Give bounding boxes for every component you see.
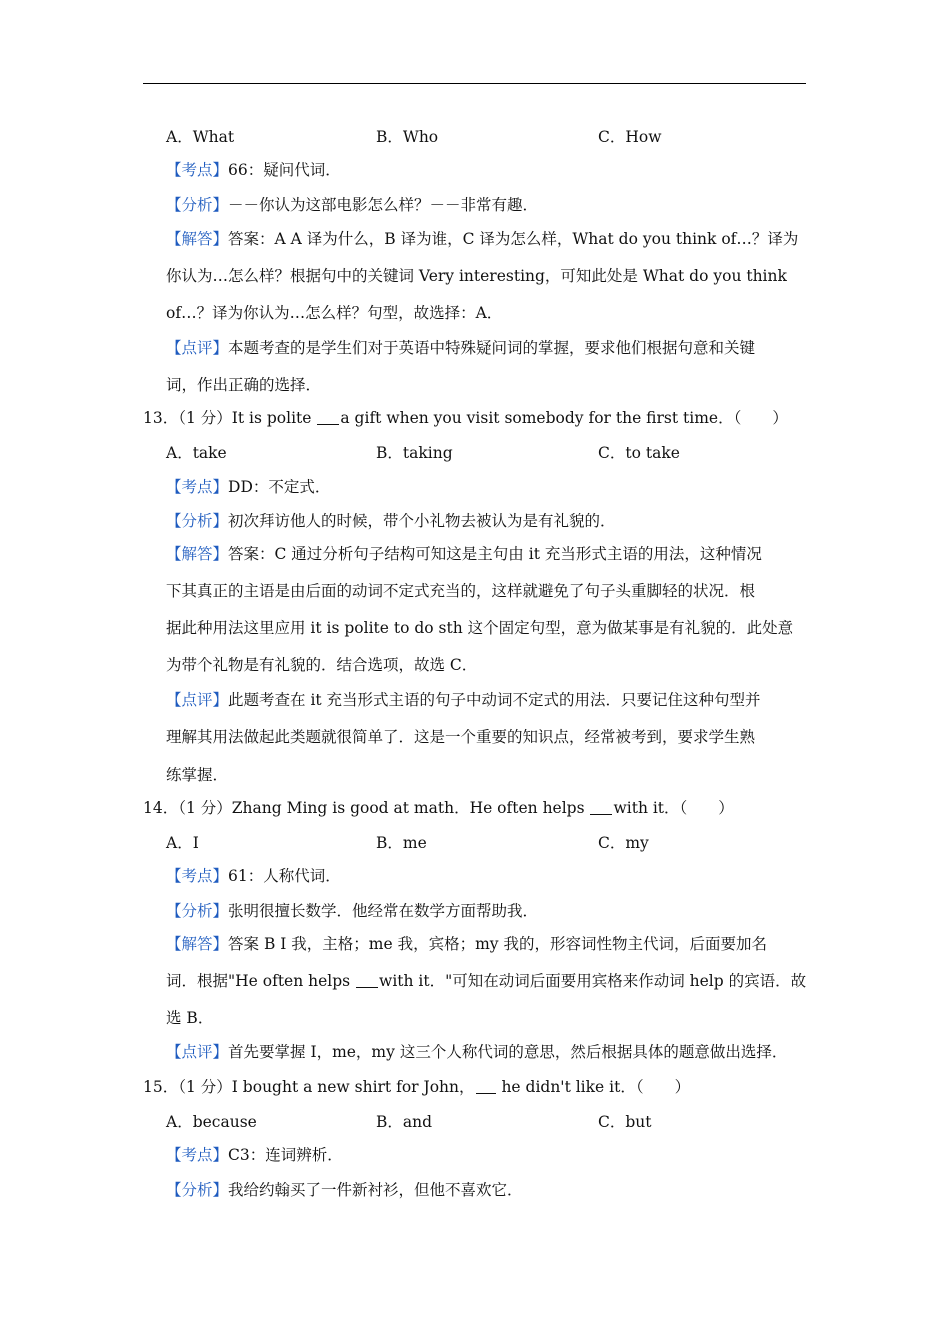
q14-option-b: B．me bbox=[376, 834, 427, 852]
q14-jieda-line3: 选 B． bbox=[166, 1009, 214, 1027]
q12-dianping-line1: 本题考查的是学生们对于英语中特殊疑问词的掌握，要求他们根据句意和关键 bbox=[228, 339, 756, 357]
q14-stem-end: with it．（ ） bbox=[613, 799, 734, 817]
q15-blank bbox=[476, 1079, 496, 1094]
q12-option-b: B．Who bbox=[376, 128, 439, 146]
q13-fenxi bbox=[166, 511, 616, 531]
q13-fenxi-text: 初次拜访他人的时候，带个小礼物去被认为是有礼貌的． bbox=[228, 512, 616, 530]
q13-option-a: A．take bbox=[166, 444, 227, 462]
fenxi-label: 【分析】 bbox=[166, 1181, 229, 1199]
q13-blank bbox=[317, 410, 339, 425]
q14-jieda-blank bbox=[356, 973, 378, 988]
q14-fenxi-text: 张明很擅长数学．他经常在数学方面帮助我． bbox=[228, 902, 539, 920]
q13-kaodian bbox=[166, 477, 330, 497]
dianping-label: 【点评】 bbox=[166, 339, 229, 357]
q13-jieda-line1: 答案：C 通过分析句子结构可知这是主句由 it 充当形式主语的用法，这种情况 bbox=[228, 545, 762, 563]
q14-option-a: A．I bbox=[166, 834, 199, 852]
q14-fenxi bbox=[166, 901, 538, 921]
q12-jieda-line3: of…？译为你认为…怎么样？句型，故选择：A． bbox=[166, 304, 503, 322]
jieda-label: 【解答】 bbox=[166, 545, 229, 563]
header-rule bbox=[143, 83, 806, 84]
q15-kaodian-text: C3：连词辨析． bbox=[228, 1146, 343, 1164]
jieda-label: 【解答】 bbox=[166, 230, 229, 248]
q15-stem-end: he didn't like it．（ ） bbox=[496, 1078, 691, 1096]
q13-jieda bbox=[166, 544, 762, 564]
q13-jieda-line2: 下其真正的主语是由后面的动词不定式充当的，这样就避免了句子头重脚轻的状况．根 bbox=[166, 582, 756, 600]
q12-dianping-line2: 词，作出正确的选择． bbox=[166, 376, 322, 394]
q15-fenxi bbox=[166, 1180, 523, 1200]
q14-blank bbox=[590, 800, 612, 815]
kaodian-label: 【考点】 bbox=[166, 1146, 229, 1164]
q13-stem-start: 13．（1 分）It is polite bbox=[143, 409, 317, 427]
q14-option-c: C．my bbox=[598, 834, 649, 852]
q15-kaodian bbox=[166, 1145, 343, 1165]
q12-kaodian bbox=[166, 160, 341, 180]
q14-dianping bbox=[166, 1042, 787, 1062]
q14-kaodian-text: 61：人称代词． bbox=[228, 867, 341, 885]
kaodian-label: 【考点】 bbox=[166, 478, 229, 496]
q14-jieda-line1: 答案 B I 我，主格；me 我，宾格；my 我的，形容词性物主代词，后面要加名 bbox=[228, 935, 767, 953]
dianping-label: 【点评】 bbox=[166, 691, 229, 709]
q14-dianping-text: 首先要掌握 I，me，my 这三个人称代词的意思，然后根据具体的题意做出选择． bbox=[228, 1043, 788, 1061]
q12-kaodian-text: 66：疑问代词． bbox=[228, 161, 341, 179]
q13-dianping-line2: 理解其用法做起此类题就很简单了．这是一个重要的知识点，经常被考到，要求学生熟 bbox=[166, 728, 756, 746]
q15-fenxi-text: 我给约翰买了一件新衬衫，但他不喜欢它． bbox=[228, 1181, 523, 1199]
q14-kaodian bbox=[166, 866, 341, 886]
fenxi-label: 【分析】 bbox=[166, 902, 229, 920]
q15-option-a: A．because bbox=[166, 1113, 257, 1131]
q13-dianping-line1: 此题考查在 it 充当形式主语的句子中动词不定式的用法．只要记住这种句型并 bbox=[228, 691, 761, 709]
jieda-label: 【解答】 bbox=[166, 935, 229, 953]
q12-fenxi bbox=[166, 195, 538, 215]
q14-jieda-line2-start: 词．根据"He often helps bbox=[166, 972, 356, 990]
q12-fenxi-text: －－你认为这部电影怎么样？－－非常有趣． bbox=[228, 196, 539, 214]
q15-stem-start: 15．（1 分）I bought a new shirt for John， bbox=[143, 1078, 475, 1096]
q13-stem-end: a gift when you visit somebody for the first time．（ ） bbox=[340, 409, 788, 427]
q12-option-c: C．How bbox=[598, 128, 662, 146]
q12-dianping bbox=[166, 338, 755, 358]
q13-option-b: B．taking bbox=[376, 444, 453, 462]
dianping-label: 【点评】 bbox=[166, 1043, 229, 1061]
q15-stem bbox=[143, 1077, 690, 1097]
q12-option-a: A．What bbox=[166, 128, 235, 146]
q14-jieda-line2 bbox=[166, 971, 806, 991]
fenxi-label: 【分析】 bbox=[166, 196, 229, 214]
q13-dianping bbox=[166, 690, 761, 710]
q13-dianping-line3: 练掌握． bbox=[166, 766, 229, 784]
q14-stem-start: 14．（1 分）Zhang Ming is good at math．He often helps bbox=[143, 799, 590, 817]
fenxi-label: 【分析】 bbox=[166, 512, 229, 530]
q12-jieda-line1: 答案：A A 译为什么，B 译为谁，C 译为怎么样，What do you think of…？译为 bbox=[228, 230, 799, 248]
kaodian-label: 【考点】 bbox=[166, 161, 229, 179]
q13-stem bbox=[143, 408, 788, 428]
q13-kaodian-text: DD：不定式． bbox=[228, 478, 331, 496]
q12-jieda bbox=[166, 229, 798, 249]
q15-option-c: C．but bbox=[598, 1113, 652, 1131]
q12-jieda-line2: 你认为…怎么样？根据句中的关键词 Very interesting，可知此处是 What do you think bbox=[166, 267, 787, 285]
q14-stem bbox=[143, 798, 734, 818]
q13-jieda-line3: 据此种用法这里应用 it is polite to do sth 这个固定句型，意为做某事是有礼貌的．此处意 bbox=[166, 619, 794, 637]
q13-jieda-line4: 为带个礼物是有礼貌的．结合选项，故选 C． bbox=[166, 656, 478, 674]
kaodian-label: 【考点】 bbox=[166, 867, 229, 885]
q15-option-b: B．and bbox=[376, 1113, 433, 1131]
q13-option-c: C．to take bbox=[598, 444, 680, 462]
q14-jieda-line2-end: with it．"可知在动词后面要用宾格来作动词 help 的宾语．故 bbox=[379, 972, 807, 990]
q14-jieda bbox=[166, 934, 767, 954]
